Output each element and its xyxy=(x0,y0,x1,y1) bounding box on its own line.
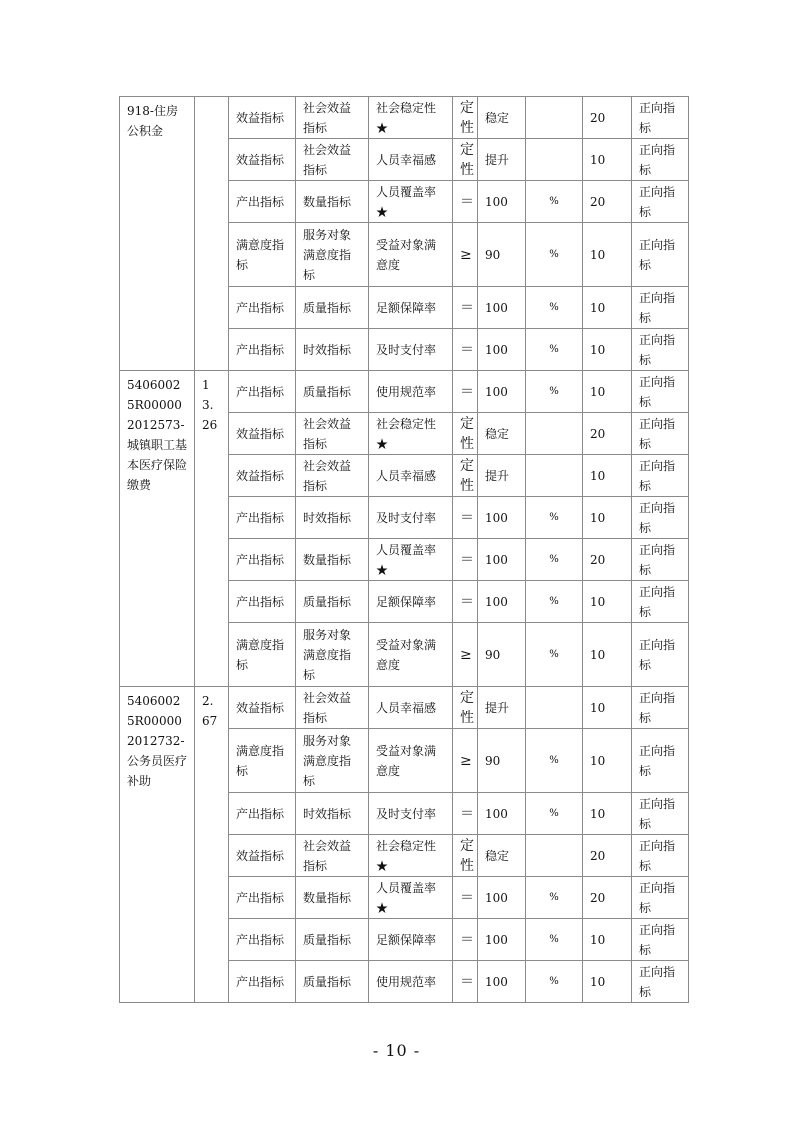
project-amount-cell: 2.67 xyxy=(195,687,229,1003)
comparison-symbol-cell: 定性 xyxy=(453,139,478,181)
direction-cell: 正向指标 xyxy=(632,329,689,371)
weight-cell: 20 xyxy=(583,413,632,455)
weight-cell: 10 xyxy=(583,139,632,181)
comparison-symbol-cell: ＝ xyxy=(453,539,478,581)
indicator-level3-cell: 人员覆盖率★ xyxy=(369,877,453,919)
weight-cell: 10 xyxy=(583,729,632,793)
target-value-cell: 100 xyxy=(478,539,526,581)
direction-cell: 正向指标 xyxy=(632,371,689,413)
indicator-level1-cell: 产出指标 xyxy=(229,793,296,835)
weight-cell: 20 xyxy=(583,877,632,919)
indicator-level2-cell: 质量指标 xyxy=(296,581,369,623)
weight-cell: 10 xyxy=(583,287,632,329)
target-value-cell: 100 xyxy=(478,877,526,919)
indicator-level2-cell: 数量指标 xyxy=(296,539,369,581)
target-value-cell: 90 xyxy=(478,223,526,287)
indicator-level3-cell: 及时支付率 xyxy=(369,329,453,371)
indicator-level2-cell: 数量指标 xyxy=(296,877,369,919)
weight-cell: 10 xyxy=(583,961,632,1003)
indicator-level3-cell: 使用规范率 xyxy=(369,961,453,1003)
comparison-symbol-cell: ＝ xyxy=(453,581,478,623)
comparison-symbol-cell: 定性 xyxy=(453,835,478,877)
indicator-level1-cell: 产出指标 xyxy=(229,287,296,329)
weight-cell: 10 xyxy=(583,581,632,623)
comparison-symbol-cell: ＝ xyxy=(453,793,478,835)
weight-cell: 10 xyxy=(583,623,632,687)
indicator-level1-cell: 效益指标 xyxy=(229,455,296,497)
weight-cell: 10 xyxy=(583,455,632,497)
indicator-level1-cell: 产出指标 xyxy=(229,919,296,961)
unit-cell xyxy=(526,97,583,139)
comparison-symbol-cell: ＝ xyxy=(453,329,478,371)
indicator-level3-cell: 人员覆盖率★ xyxy=(369,181,453,223)
indicator-level3-cell: 社会稳定性★ xyxy=(369,97,453,139)
indicator-level3-cell: 及时支付率 xyxy=(369,793,453,835)
weight-cell: 20 xyxy=(583,97,632,139)
target-value-cell: 100 xyxy=(478,793,526,835)
indicator-level2-cell: 社会效益指标 xyxy=(296,455,369,497)
unit-cell xyxy=(526,835,583,877)
indicator-level3-cell: 及时支付率 xyxy=(369,497,453,539)
direction-cell: 正向指标 xyxy=(632,497,689,539)
indicator-level3-cell: 受益对象满意度 xyxy=(369,223,453,287)
indicator-level2-cell: 社会效益指标 xyxy=(296,687,369,729)
target-value-cell: 稳定 xyxy=(478,413,526,455)
table-row xyxy=(120,371,689,413)
indicator-level3-cell: 社会稳定性★ xyxy=(369,413,453,455)
unit-cell: % xyxy=(526,497,583,539)
direction-cell: 正向指标 xyxy=(632,919,689,961)
indicator-level2-cell: 社会效益指标 xyxy=(296,835,369,877)
direction-cell: 正向指标 xyxy=(632,139,689,181)
project-name-cell: 918-住房公积金 xyxy=(120,97,195,371)
target-value-cell: 100 xyxy=(478,287,526,329)
indicator-level2-cell: 服务对象满意度指标 xyxy=(296,223,369,287)
indicator-level2-cell: 服务对象满意度指标 xyxy=(296,729,369,793)
target-value-cell: 100 xyxy=(478,581,526,623)
unit-cell xyxy=(526,413,583,455)
unit-cell: % xyxy=(526,371,583,413)
indicator-level1-cell: 效益指标 xyxy=(229,835,296,877)
indicator-level1-cell: 产出指标 xyxy=(229,497,296,539)
indicator-level1-cell: 效益指标 xyxy=(229,97,296,139)
weight-cell: 20 xyxy=(583,181,632,223)
indicator-level3-cell: 社会稳定性★ xyxy=(369,835,453,877)
comparison-symbol-cell: 定性 xyxy=(453,413,478,455)
weight-cell: 10 xyxy=(583,497,632,539)
indicator-level1-cell: 效益指标 xyxy=(229,139,296,181)
indicator-level2-cell: 社会效益指标 xyxy=(296,139,369,181)
unit-cell: % xyxy=(526,961,583,1003)
unit-cell: % xyxy=(526,329,583,371)
indicator-level1-cell: 产出指标 xyxy=(229,371,296,413)
unit-cell: % xyxy=(526,581,583,623)
target-value-cell: 100 xyxy=(478,919,526,961)
comparison-symbol-cell: ＝ xyxy=(453,919,478,961)
target-value-cell: 100 xyxy=(478,497,526,539)
comparison-symbol-cell: ＝ xyxy=(453,371,478,413)
direction-cell: 正向指标 xyxy=(632,793,689,835)
indicator-level2-cell: 质量指标 xyxy=(296,371,369,413)
indicator-level3-cell: 受益对象满意度 xyxy=(369,729,453,793)
comparison-symbol-cell: ≥ xyxy=(453,729,478,793)
indicator-level1-cell: 产出指标 xyxy=(229,961,296,1003)
weight-cell: 10 xyxy=(583,371,632,413)
indicator-level3-cell: 使用规范率 xyxy=(369,371,453,413)
indicator-level2-cell: 时效指标 xyxy=(296,497,369,539)
indicator-level2-cell: 质量指标 xyxy=(296,919,369,961)
indicator-level1-cell: 产出指标 xyxy=(229,877,296,919)
target-value-cell: 100 xyxy=(478,181,526,223)
indicator-level1-cell: 效益指标 xyxy=(229,687,296,729)
comparison-symbol-cell: ＝ xyxy=(453,497,478,539)
direction-cell: 正向指标 xyxy=(632,539,689,581)
target-value-cell: 提升 xyxy=(478,687,526,729)
indicator-level1-cell: 效益指标 xyxy=(229,413,296,455)
weight-cell: 10 xyxy=(583,223,632,287)
direction-cell: 正向指标 xyxy=(632,623,689,687)
project-name-cell: 54060025R000002012732-公务员医疗补助 xyxy=(120,687,195,1003)
unit-cell: % xyxy=(526,919,583,961)
indicator-level2-cell: 数量指标 xyxy=(296,181,369,223)
indicator-level2-cell: 服务对象满意度指标 xyxy=(296,623,369,687)
indicator-level1-cell: 产出指标 xyxy=(229,539,296,581)
target-value-cell: 稳定 xyxy=(478,97,526,139)
indicator-level3-cell: 足额保障率 xyxy=(369,919,453,961)
project-name-cell: 54060025R000002012573-城镇职工基本医疗保险缴费 xyxy=(120,371,195,687)
direction-cell: 正向指标 xyxy=(632,181,689,223)
table-row xyxy=(120,687,689,729)
unit-cell: % xyxy=(526,623,583,687)
indicator-level1-cell: 产出指标 xyxy=(229,181,296,223)
unit-cell xyxy=(526,687,583,729)
table-body xyxy=(120,97,689,1003)
direction-cell: 正向指标 xyxy=(632,877,689,919)
direction-cell: 正向指标 xyxy=(632,287,689,329)
comparison-symbol-cell: 定性 xyxy=(453,687,478,729)
indicator-level3-cell: 人员幸福感 xyxy=(369,139,453,181)
unit-cell: % xyxy=(526,287,583,329)
unit-cell: % xyxy=(526,877,583,919)
indicator-level3-cell: 人员幸福感 xyxy=(369,687,453,729)
weight-cell: 10 xyxy=(583,687,632,729)
target-value-cell: 提升 xyxy=(478,455,526,497)
unit-cell xyxy=(526,139,583,181)
comparison-symbol-cell: ＝ xyxy=(453,287,478,329)
target-value-cell: 100 xyxy=(478,371,526,413)
indicator-level1-cell: 满意度指标 xyxy=(229,729,296,793)
target-value-cell: 100 xyxy=(478,961,526,1003)
indicator-level3-cell: 人员幸福感 xyxy=(369,455,453,497)
project-amount-cell: 13.26 xyxy=(195,371,229,687)
target-value-cell: 提升 xyxy=(478,139,526,181)
comparison-symbol-cell: ≥ xyxy=(453,223,478,287)
unit-cell xyxy=(526,455,583,497)
direction-cell: 正向指标 xyxy=(632,455,689,497)
comparison-symbol-cell: ＝ xyxy=(453,961,478,1003)
table-row xyxy=(120,97,689,139)
indicator-level1-cell: 满意度指标 xyxy=(229,623,296,687)
weight-cell: 10 xyxy=(583,919,632,961)
indicator-level3-cell: 人员覆盖率★ xyxy=(369,539,453,581)
indicator-level2-cell: 时效指标 xyxy=(296,793,369,835)
weight-cell: 20 xyxy=(583,539,632,581)
direction-cell: 正向指标 xyxy=(632,581,689,623)
comparison-symbol-cell: 定性 xyxy=(453,97,478,139)
indicator-level2-cell: 质量指标 xyxy=(296,287,369,329)
project-amount-cell xyxy=(195,97,229,371)
target-value-cell: 稳定 xyxy=(478,835,526,877)
indicator-level2-cell: 时效指标 xyxy=(296,329,369,371)
comparison-symbol-cell: 定性 xyxy=(453,455,478,497)
direction-cell: 正向指标 xyxy=(632,687,689,729)
page-number: - 10 - xyxy=(372,1041,421,1060)
weight-cell: 10 xyxy=(583,329,632,371)
direction-cell: 正向指标 xyxy=(632,729,689,793)
indicator-level3-cell: 足额保障率 xyxy=(369,287,453,329)
target-value-cell: 100 xyxy=(478,329,526,371)
direction-cell: 正向指标 xyxy=(632,413,689,455)
indicator-level3-cell: 受益对象满意度 xyxy=(369,623,453,687)
direction-cell: 正向指标 xyxy=(632,223,689,287)
comparison-symbol-cell: ＝ xyxy=(453,181,478,223)
unit-cell: % xyxy=(526,181,583,223)
indicator-level2-cell: 社会效益指标 xyxy=(296,97,369,139)
indicator-level1-cell: 满意度指标 xyxy=(229,223,296,287)
indicator-level3-cell: 足额保障率 xyxy=(369,581,453,623)
comparison-symbol-cell: ≥ xyxy=(453,623,478,687)
indicator-level2-cell: 社会效益指标 xyxy=(296,413,369,455)
direction-cell: 正向指标 xyxy=(632,97,689,139)
target-value-cell: 90 xyxy=(478,729,526,793)
weight-cell: 10 xyxy=(583,793,632,835)
direction-cell: 正向指标 xyxy=(632,961,689,1003)
weight-cell: 20 xyxy=(583,835,632,877)
indicator-level1-cell: 产出指标 xyxy=(229,329,296,371)
unit-cell: % xyxy=(526,793,583,835)
unit-cell: % xyxy=(526,223,583,287)
direction-cell: 正向指标 xyxy=(632,835,689,877)
indicator-level1-cell: 产出指标 xyxy=(229,581,296,623)
unit-cell: % xyxy=(526,729,583,793)
performance-indicator-table xyxy=(119,96,689,1003)
comparison-symbol-cell: ＝ xyxy=(453,877,478,919)
indicator-level2-cell: 质量指标 xyxy=(296,961,369,1003)
unit-cell: % xyxy=(526,539,583,581)
target-value-cell: 90 xyxy=(478,623,526,687)
